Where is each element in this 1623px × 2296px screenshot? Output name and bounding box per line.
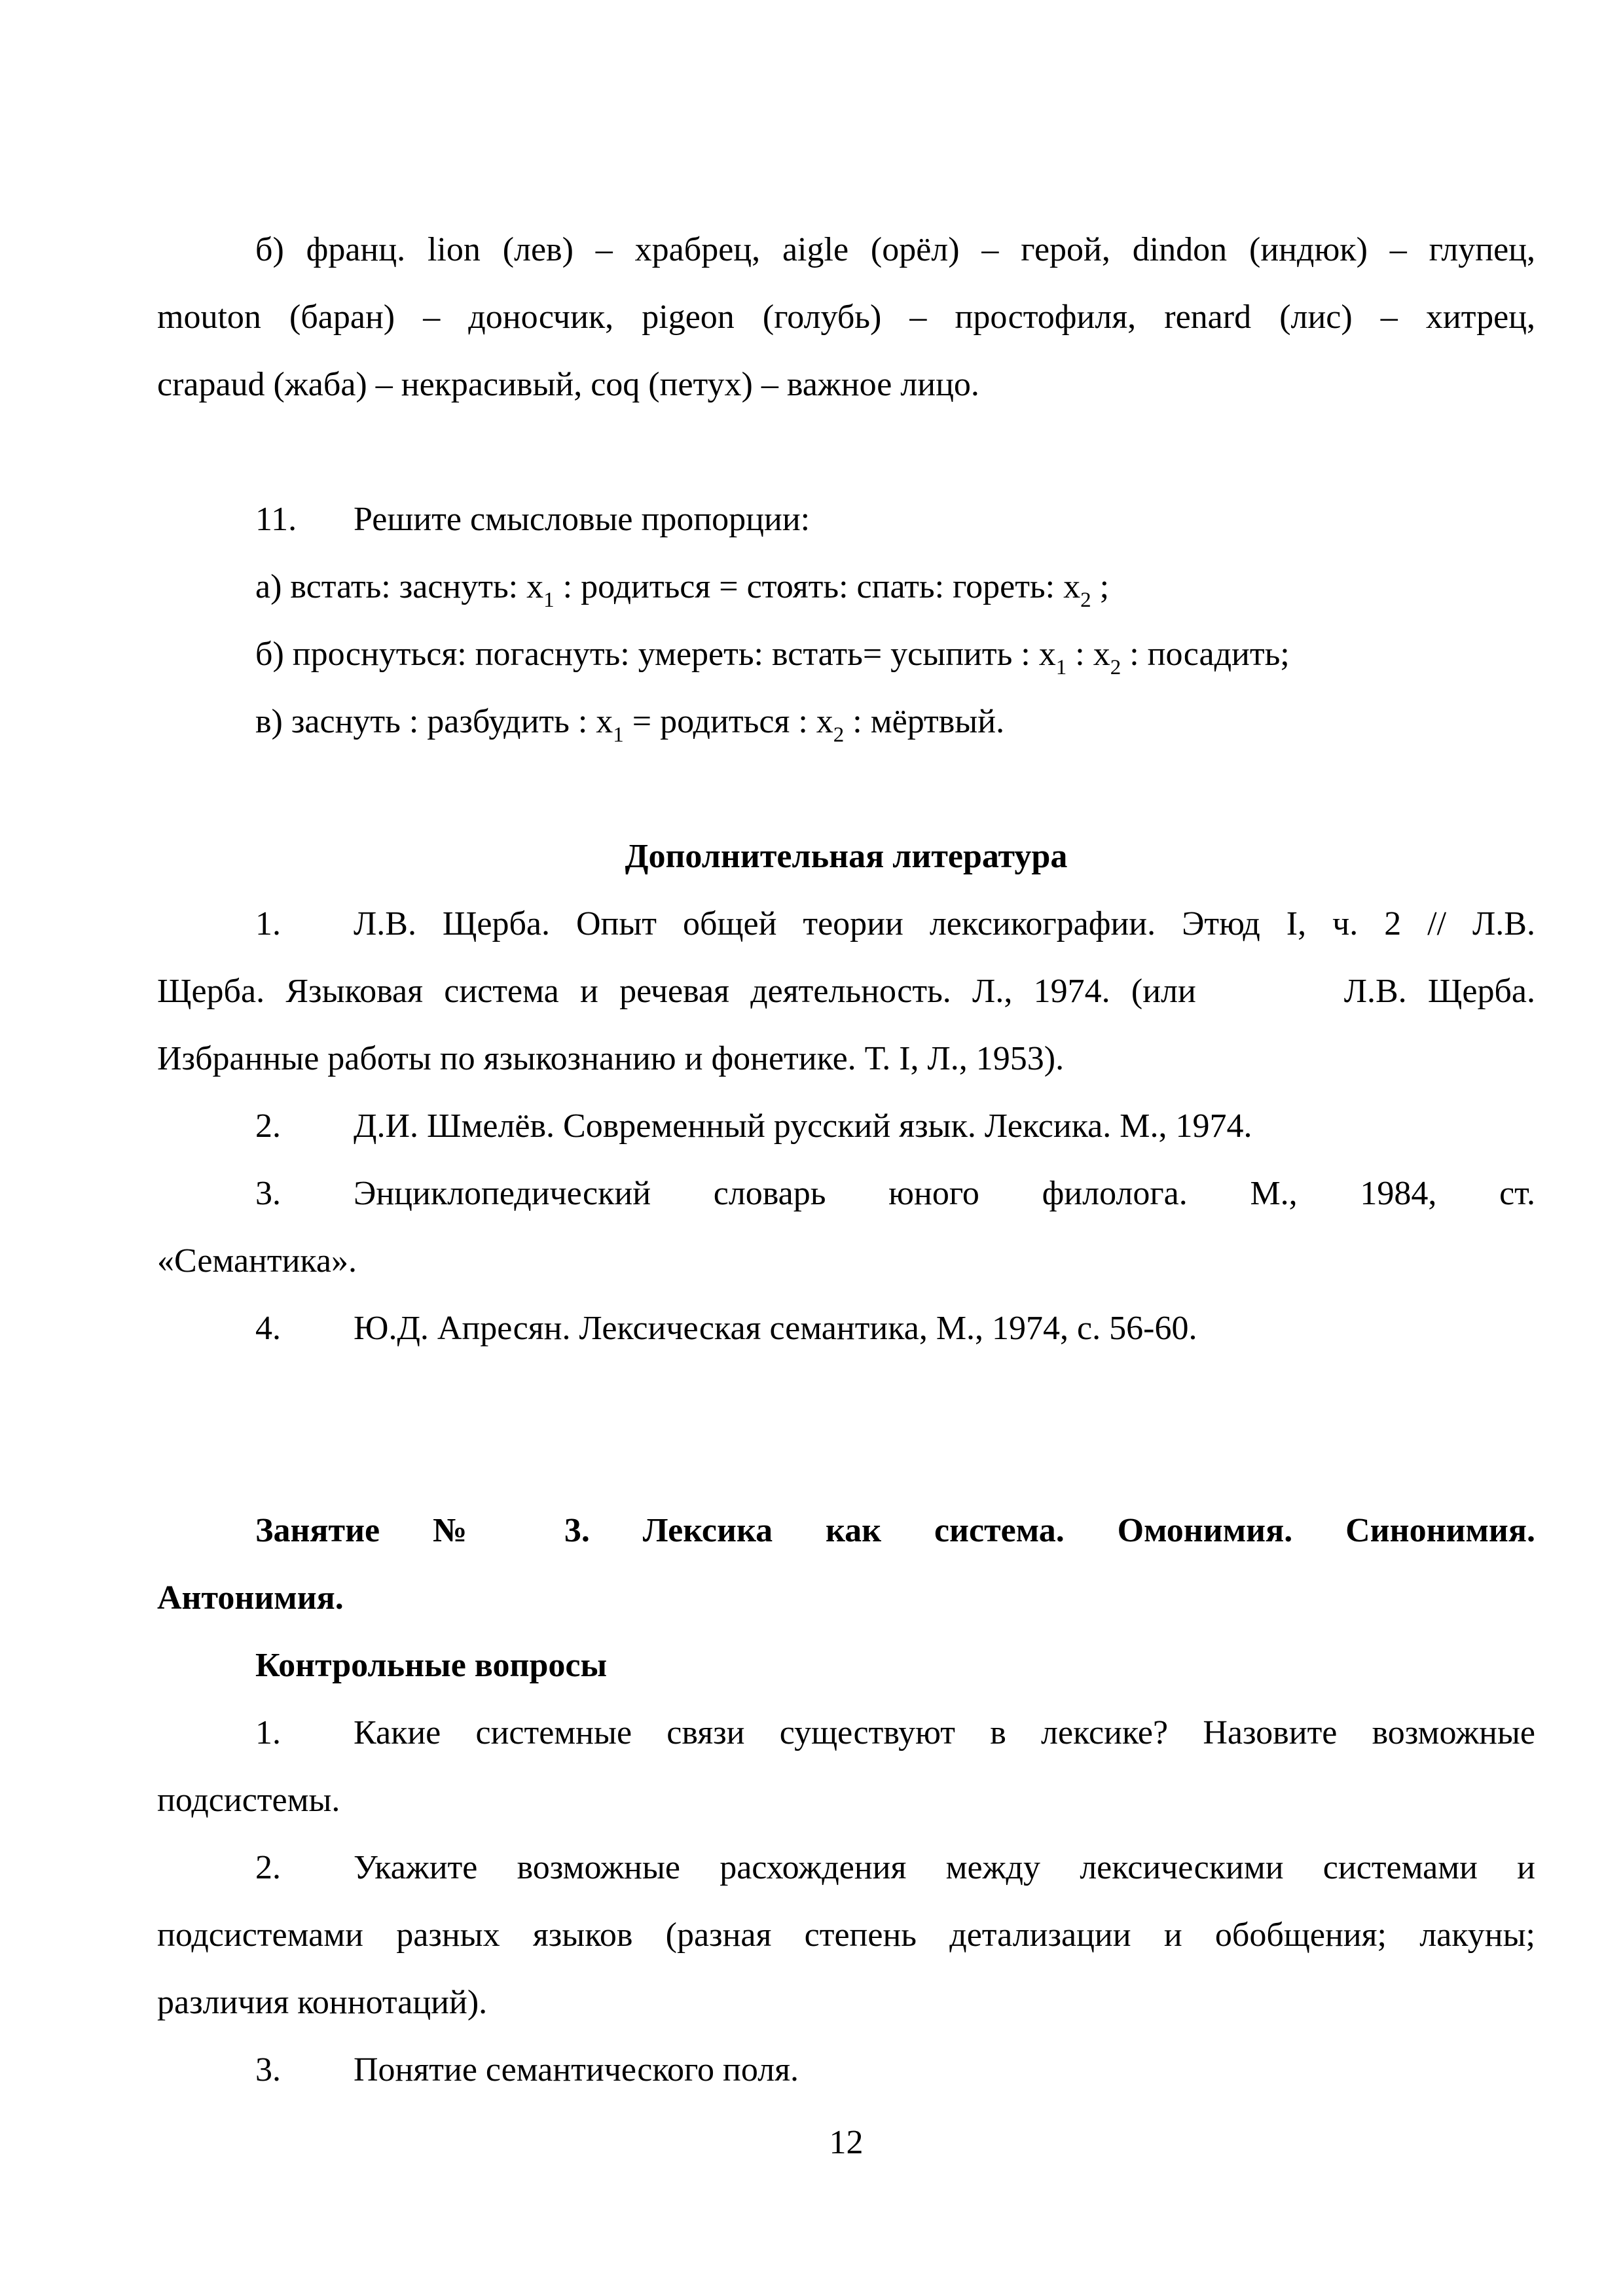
literature-item-3 <box>157 1160 1535 1295</box>
task-11-text: Решите смысловые пропорции: <box>354 501 811 538</box>
text-line <box>157 1160 1535 1227</box>
question-text: Какие системные связи существуют в лексике? Назовите возможные <box>354 1714 1535 1751</box>
blank-line <box>157 418 1535 486</box>
list-number: 4. <box>255 1310 281 1347</box>
text-line: различия коннотаций). <box>157 1984 488 2021</box>
text-line <box>157 1699 1535 1767</box>
question-3 <box>157 2036 1535 2104</box>
question-text: Укажите возможные расхождения между лексическими системами и <box>354 1849 1535 1886</box>
text-line: crapaud (жаба) – некрасивый, coq (петух) – важное лицо. <box>157 366 979 403</box>
text-line: Антонимия. <box>157 1579 344 1617</box>
list-number: 11. <box>255 501 297 538</box>
list-number: 2. <box>255 1107 281 1145</box>
reference-text: Л.В. Щерба. Опыт общей теории лексикографии. Этюд I, ч. 2 // Л.В. <box>354 905 1535 942</box>
proportion-line-b: б) проснуться: погаснуть: умереть: встать= усыпить : $х_1$ : $х_2$ : посадить; <box>255 636 1290 679</box>
question-1 <box>157 1699 1535 1834</box>
paragraph-french-examples <box>157 216 1535 418</box>
text-line: б) франц. lion (лев) – храбрец, aigle (орёл) – герой, dindon (индюк) – глупец, <box>255 231 1536 268</box>
literature-item-4 <box>157 1295 1535 1362</box>
control-questions-heading: Контрольные вопросы <box>255 1647 608 1684</box>
reference-text: Ю.Д. Апресян. Лексическая семантика, М., 1974, с. 56-60. <box>354 1310 1197 1347</box>
text-line <box>157 1834 1535 1901</box>
page-number: 12 <box>829 2124 864 2161</box>
list-number: 2. <box>255 1849 281 1886</box>
list-number: 1. <box>255 1714 281 1751</box>
text-line: подсистемы. <box>157 1782 340 1819</box>
blank-line <box>157 1429 1535 1497</box>
text-line: Щерба. Языковая система и речевая деятельность. Л., 1974. (или Л.В. Щерба. <box>157 973 1535 1010</box>
proportion-line-a: а) встать: заснуть: $х_1$ : родиться = стоять: спать: гореть: $х_2$ ; <box>255 568 1110 612</box>
question-text: Понятие семантического поля. <box>354 2051 799 2089</box>
blank-line <box>157 755 1535 823</box>
text-line: подсистемами разных языков (разная степень детализации и обобщения; лакуны; <box>157 1916 1535 1954</box>
proportion-line-v: в) заснуть : разбудить : $х_1$ = родиться : $х_2$ : мёртвый. <box>255 703 1005 747</box>
task-11-heading <box>157 486 1535 553</box>
text-line: Избранные работы по языкознанию и фонетике. Т. I, Л., 1953). <box>157 1040 1065 1077</box>
list-number: 3. <box>255 1175 281 1212</box>
blank-line <box>157 1362 1535 1429</box>
literature-heading: Дополнительная литература <box>625 838 1068 875</box>
text-line <box>157 890 1535 958</box>
text-line: mouton (баран) – доносчик, pigeon (голубь) – простофиля, renard (лис) – хитрец, <box>157 298 1535 336</box>
reference-text: Энциклопедический словарь юного филолога. М., 1984, ст. <box>354 1175 1535 1212</box>
literature-item-2 <box>157 1092 1535 1160</box>
text-line: «Семантика». <box>157 1242 357 1280</box>
question-2 <box>157 1834 1535 2036</box>
reference-text: Д.И. Шмелёв. Современный русский язык. Лексика. М., 1974. <box>354 1107 1252 1145</box>
text-line: Занятие № 3. Лексика как система. Омонимия. Синонимия. <box>255 1512 1535 1549</box>
list-number: 1. <box>255 905 281 942</box>
lesson-3-heading <box>157 1497 1535 1632</box>
literature-item-1 <box>157 890 1535 1092</box>
list-number: 3. <box>255 2051 281 2089</box>
